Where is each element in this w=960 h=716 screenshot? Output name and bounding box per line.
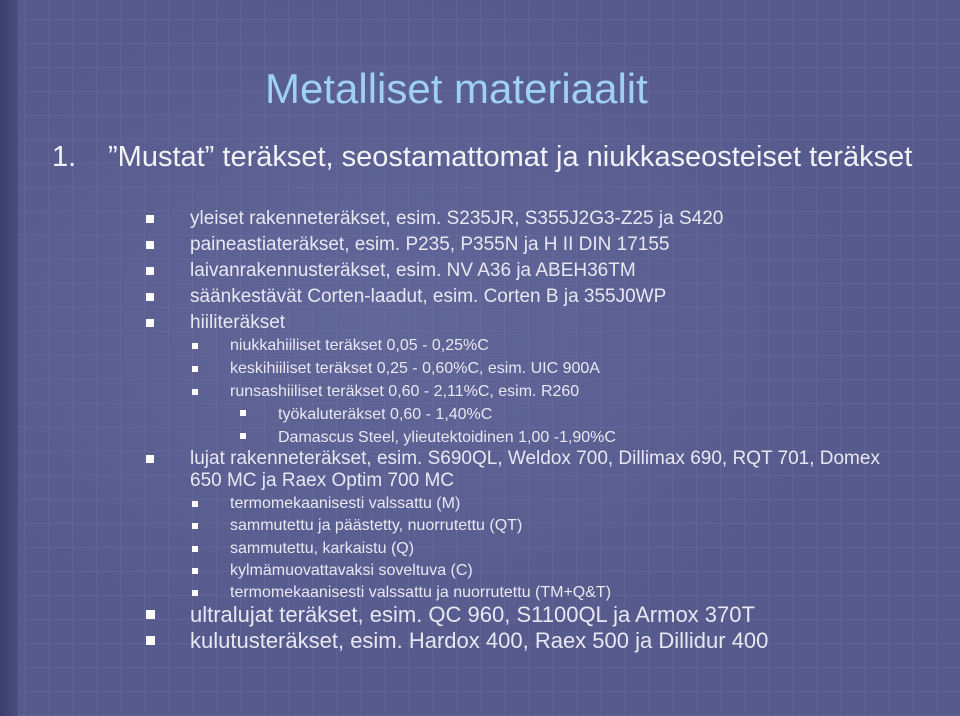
square-bullet-icon [192, 501, 198, 507]
list-item [190, 312, 285, 334]
list-item [190, 286, 666, 308]
list-item [230, 382, 579, 402]
list-item-text: sammutettu, karkaistu (Q) [230, 540, 415, 557]
list-item-text: Damascus Steel, ylieutektoidinen 1,00 -1,90%C [278, 429, 616, 446]
list-item [230, 561, 473, 581]
list-item [190, 602, 755, 628]
square-bullet-icon [192, 366, 198, 372]
list-item [278, 405, 492, 425]
square-bullet-icon [192, 590, 198, 596]
list-item [230, 359, 600, 379]
list-item-text: lujat rakenneteräkset, esim. S690QL, Weldox 700, Dillimax 690, RQT 701, Domex 650 MC ja Raex Optim 700 MC [190, 448, 880, 491]
list-item [230, 494, 460, 514]
list-item [190, 208, 723, 230]
square-bullet-icon [192, 568, 198, 574]
list-item-text: laivanrakennusteräkset, esim. NV A36 ja ABEH36TM [190, 260, 636, 281]
list-item [230, 583, 611, 603]
square-bullet-icon [146, 293, 154, 301]
list-item [190, 260, 636, 282]
list-item-text: kylmämuovattavaksi soveltuva (C) [230, 562, 473, 579]
list-item-text: termomekaanisesti valssattu ja nuorrutettu (TM+Q&T) [230, 584, 612, 601]
square-bullet-icon [192, 389, 198, 395]
square-bullet-icon [192, 523, 198, 529]
list-item-text: yleiset rakenneteräkset, esim. S235JR, S355J2G3-Z25 ja S420 [190, 208, 724, 229]
square-bullet-icon [146, 215, 154, 223]
list-item [230, 516, 522, 536]
square-bullet-icon [146, 636, 155, 645]
list-item [190, 234, 669, 256]
list-item-text: termomekaanisesti valssattu (M) [230, 495, 461, 512]
list-item-text: työkaluteräkset 0,60 - 1,40%C [278, 406, 493, 423]
slide-title: Metalliset materiaalit [265, 65, 648, 112]
square-bullet-icon [240, 433, 246, 439]
list-item-text: keskihiiliset teräkset 0,25 - 0,60%C, esim. UIC 900A [230, 360, 600, 377]
list-item [230, 539, 414, 559]
list-item [190, 628, 768, 654]
list-item-text: paineastiateräkset, esim. P235, P355N ja H II DIN 17155 [190, 234, 670, 255]
list-item-text: säänkestävät Corten-laadut, esim. Corten B ja 355J0WP [190, 286, 667, 307]
list-item [278, 428, 616, 448]
list-item-text: sammutettu ja päästetty, nuorrutettu (QT) [230, 517, 523, 534]
square-bullet-icon [146, 610, 155, 619]
list-item-text: kulutusteräkset, esim. Hardox 400, Raex 500 ja Dillidur 400 [190, 628, 769, 653]
heading-number: 1. [52, 141, 77, 173]
square-bullet-icon [192, 546, 198, 552]
square-bullet-icon [146, 455, 154, 463]
square-bullet-icon [146, 319, 154, 327]
heading-text: ”Mustat” teräkset, seostamattomat ja niukkaseosteiset teräkset [108, 141, 913, 173]
square-bullet-icon [146, 267, 154, 275]
square-bullet-icon [240, 410, 246, 416]
list-item [190, 448, 910, 492]
list-item-text: ultralujat teräkset, esim. QC 960, S1100QL ja Armox 370T [190, 602, 755, 627]
list-item-text: runsashiiliset teräkset 0,60 - 2,11%C, esim. R260 [230, 383, 580, 400]
square-bullet-icon [146, 241, 154, 249]
square-bullet-icon [192, 343, 198, 349]
list-item-text: hiiliteräkset [190, 312, 286, 333]
list-item-text: niukkahiiliset teräkset 0,05 - 0,25%C [230, 337, 489, 354]
list-item [230, 336, 489, 356]
